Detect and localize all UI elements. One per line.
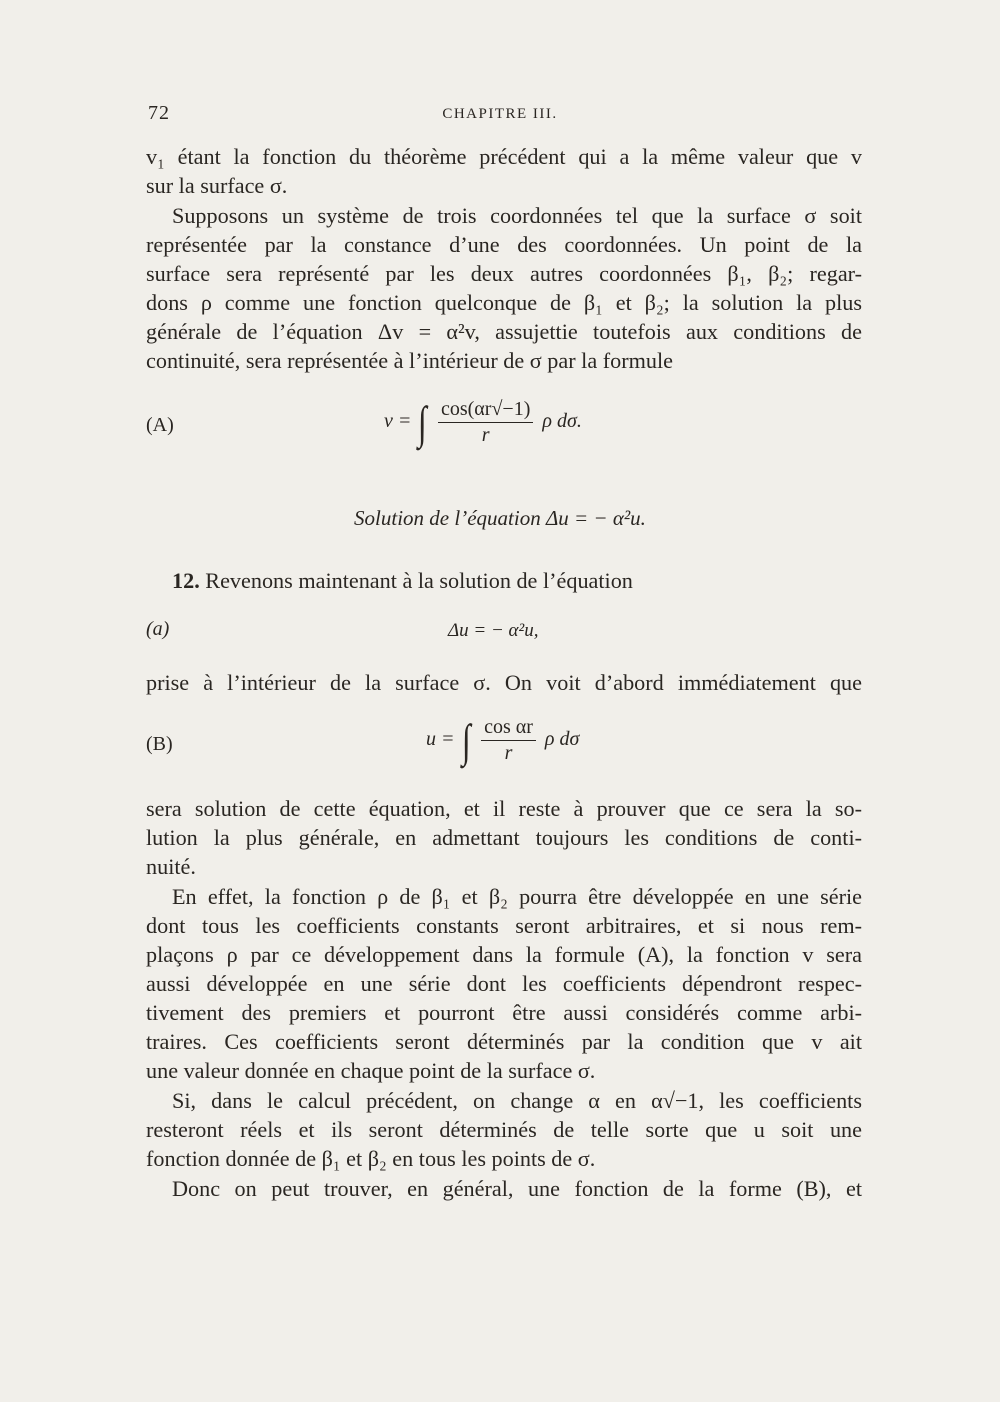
text-line: sera solution de cette équation, et il reste à prouver que ce sera la so- — [146, 796, 862, 821]
numerator: cos αr — [481, 716, 536, 741]
text-line: v₁ étant la fonction du théorème précédent qui a la même valeur que v — [146, 144, 862, 169]
text-line: sur la surface σ. — [146, 173, 288, 198]
paragraph-number: 12. — [172, 568, 200, 593]
running-header: CHAPITRE III. — [442, 106, 558, 122]
section-title: Solution de l’équation Δu = − α²u. — [354, 506, 646, 530]
text-line: dons ρ comme une fonction quelconque de β₁ et β₂; la solution la plus — [146, 290, 862, 315]
equation-B — [426, 716, 579, 765]
text-line: tivement des premiers et pourront être aussi considérés comme arbi- — [146, 1000, 862, 1025]
text-line: dont tous les coefficients constants seront arbitraires, et si nous rem- — [146, 913, 862, 938]
numerator: cos(αr√−1) — [438, 398, 533, 423]
text-line: En effet, la fonction ρ de β₁ et β₂ pourra être développée en une série — [172, 884, 862, 909]
equation-label-B: (B) — [146, 733, 173, 755]
text-line: continuité, sera représentée à l’intérieur de σ par la formule — [146, 348, 673, 373]
text-line: traires. Ces coefficients seront déterminés par la condition que v ait — [146, 1029, 862, 1054]
equation-lhs: u = — [426, 728, 455, 751]
equation-a: Δu = − α²u, — [448, 620, 539, 641]
equation-lhs: v = — [384, 410, 412, 433]
text-line: une valeur donnée en chaque point de la surface σ. — [146, 1058, 596, 1083]
equation-tail: ρ dσ. — [542, 410, 582, 433]
integral-sign: ∫ — [418, 396, 428, 448]
integral-sign: ∫ — [461, 714, 471, 766]
text-line: lution la plus générale, en admettant toujours les conditions de conti- — [146, 825, 862, 850]
text-line: prise à l’intérieur de la surface σ. On voit d’abord immédiatement que — [146, 670, 862, 695]
text-line: générale de l’équation Δv = α²v, assujettie toutefois aux conditions de — [146, 319, 862, 344]
denominator: r — [504, 742, 513, 764]
text-line: Donc on peut trouver, en général, une fonction de la forme (B), et — [172, 1176, 862, 1201]
equation-label-a: (a) — [146, 618, 170, 640]
text-line: Si, dans le calcul précédent, on change α en α√−1, les coefficients — [172, 1088, 862, 1113]
fraction — [438, 398, 533, 447]
equation-A — [384, 398, 582, 447]
text-line: nuité. — [146, 854, 196, 879]
page-number: 72 — [148, 102, 170, 124]
equation-label-A: (A) — [146, 414, 174, 436]
text-line: représentée par la constance d’une des coordonnées. Un point de la — [146, 232, 862, 257]
denominator: r — [481, 424, 490, 446]
text-line: resteront réels et ils seront déterminés de telle sorte que u soit une — [146, 1117, 862, 1142]
equation-tail: ρ dσ — [544, 728, 580, 751]
paragraph-text: Revenons maintenant à la solution de l’équation — [199, 568, 633, 593]
text-line: fonction donnée de β₁ et β₂ en tous les points de σ. — [146, 1146, 596, 1171]
text-line: Supposons un système de trois coordonnées tel que la surface σ soit — [172, 203, 862, 228]
text-line: plaçons ρ par ce développement dans la formule (A), la fonction v sera — [146, 942, 862, 967]
text-line — [172, 566, 862, 595]
text-line: surface sera représenté par les deux autres coordonnées β₁, β₂; regar- — [146, 261, 862, 286]
text-line: aussi développée en une série dont les coefficients dépendront respec- — [146, 971, 862, 996]
fraction — [481, 716, 536, 765]
